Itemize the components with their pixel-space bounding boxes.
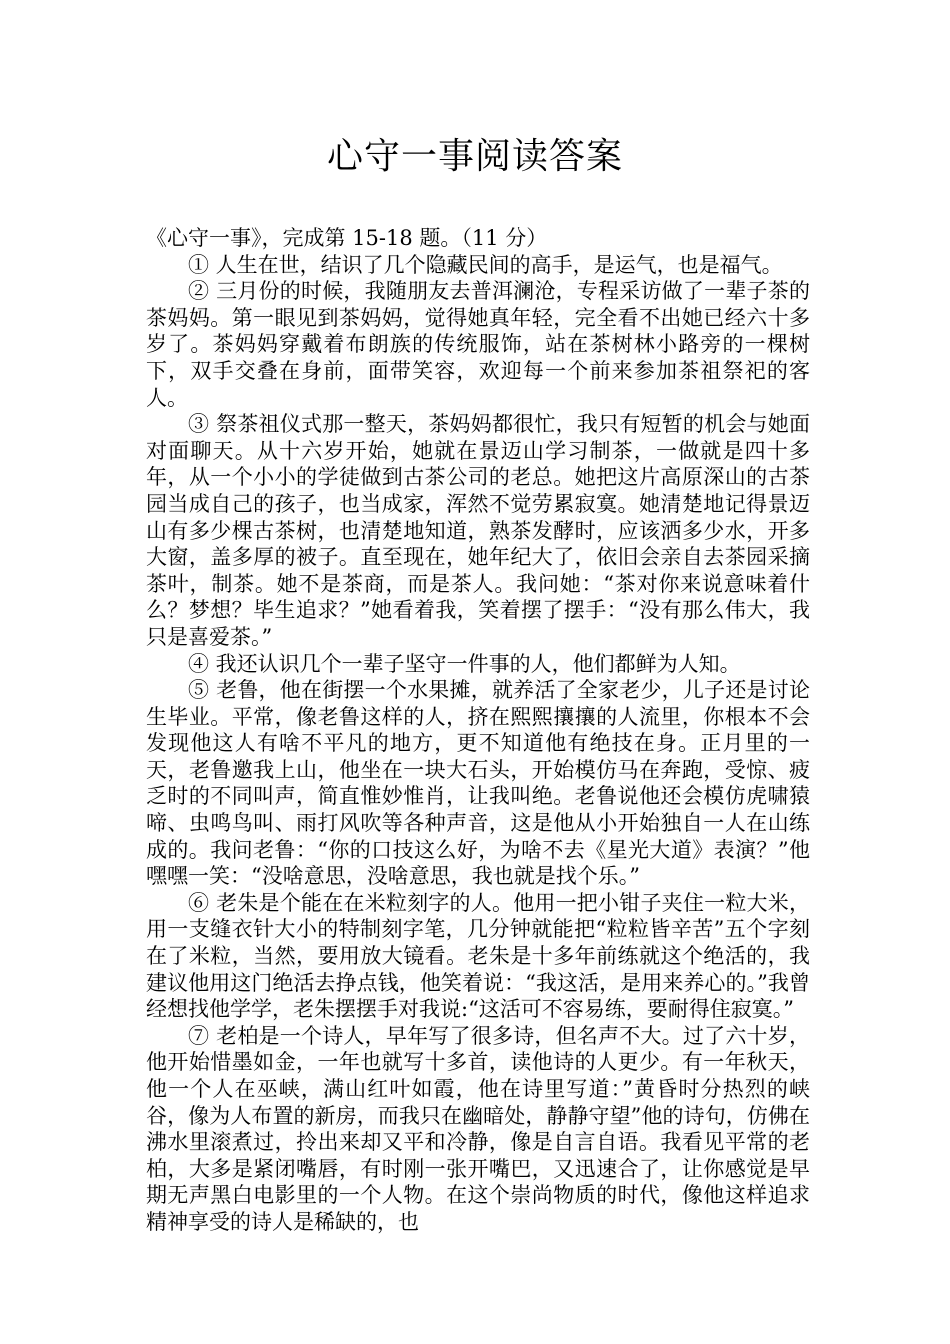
paragraph-4: ④ 我还认识几个一辈子坚守一件事的人，他们都鲜为人知。 [188, 651, 741, 676]
paragraph-2: ② 三月份的时候，我随朋友去普洱澜沧，专程采访做了一辈子茶的茶妈妈。第一眼见到茶妈妈，觉得她真年轻，完全看不出她已经六十多岁了。茶妈妈穿戴着布朗族的传统服饰，站在茶树林小路旁的一棵树下，双手交叠在身前，面带笑容，欢迎每一个前来参加茶祖祭祀的客人。 [146, 279, 810, 410]
article-body [146, 225, 810, 1236]
paragraph-1: ① 人生在世，结识了几个隐藏民间的高手，是运气，也是福气。 [188, 252, 783, 277]
page-title: 心守一事阅读答案 [326, 136, 623, 177]
paragraph-6: ⑥ 老朱是个能在在米粒刻字的人。他用一把小钳子夹住一粒大米，用一支缝衣针大小的特制刻字笔，几分钟就能把“粒粒皆辛苦”五个字刻在了米粒，当然，要用放大镜看。老朱是十多年前练就这个绝活的，我建议他用这门绝活去挣点钱，他笑着说：“我这活，是用来养心的。”我曾经想找他学学，老朱摆摆手对我说:“这活可不容易练，要耐得住寂寞。” [146, 890, 810, 1022]
article-intro: 《心守一事》，完成第 15-18 题。（11 分） [146, 226, 548, 250]
paragraph-5: ⑤ 老鲁，他在街摆一个水果摊，就养活了全家老少，儿子还是讨论生毕业。平常，像老鲁这样的人，挤在熙熙攘攘的人流里，你根本不会发现他这人有啥不平凡的地方，更不知道他有绝技在身。正月里的一天，老鲁邀我上山，他坐在一块大石头，开始模仿马在奔跑，受惊、疲乏时的不同叫声，简直惟妙惟肖，让我叫绝。老鲁说他还会模仿虎啸猿啼、虫鸣鸟叫、雨打风吹等各种声音，这是他从小开始独自一人在山练成的。我问老鲁：“你的口技这么好，为啥不去《星光大道》表演？”他嘿嘿一笑：“没啥意思，没啥意思，我也就是找个乐。” [146, 678, 810, 889]
paragraph-3: ③ 祭茶祖仪式那一整天，茶妈妈都很忙，我只有短暂的机会与她面对面聊天。从十六岁开始，她就在景迈山学习制茶，一做就是四十多年，从一个小小的学徒做到古茶公司的老总。她把这片高原深山的古茶园当成自己的孩子，也当成家，浑然不觉劳累寂寞。她清楚地记得景迈山有多少棵古茶树，也清楚地知道，熟茶发酵时，应该洒多少水，开多大窗，盖多厚的被子。直至现在，她年纪大了，依旧会亲自去茶园采摘茶叶，制茶。她不是茶商，而是茶人。我问她：“茶对你来说意味着什么？梦想？毕生追求？”她看着我，笑着摆了摆手：“没有那么伟大，我只是喜爱茶。” [146, 412, 810, 649]
paragraph-7: ⑦ 老柏是一个诗人，早年写了很多诗，但名声不大。过了六十岁，他开始惜墨如金，一年也就写十多首，读他诗的人更少。有一年秋天，他一个人在巫峡，满山红叶如霞，他在诗里写道：”黄昏时分热烈的峡谷，像为人布置的新房，而我只在幽暗处，静静守望”他的诗句，仿佛在沸水里滚煮过，拎出来却又平和冷静，像是自言自语。我看见平常的老柏，大多是紧闭嘴唇，有时刚一张开嘴巴，又迅速合了，让你感觉是早期无声黑白电影里的一个人物。在这个崇尚物质的时代，像他这样追求精神享受的诗人是稀缺的，也 [146, 1023, 810, 1234]
